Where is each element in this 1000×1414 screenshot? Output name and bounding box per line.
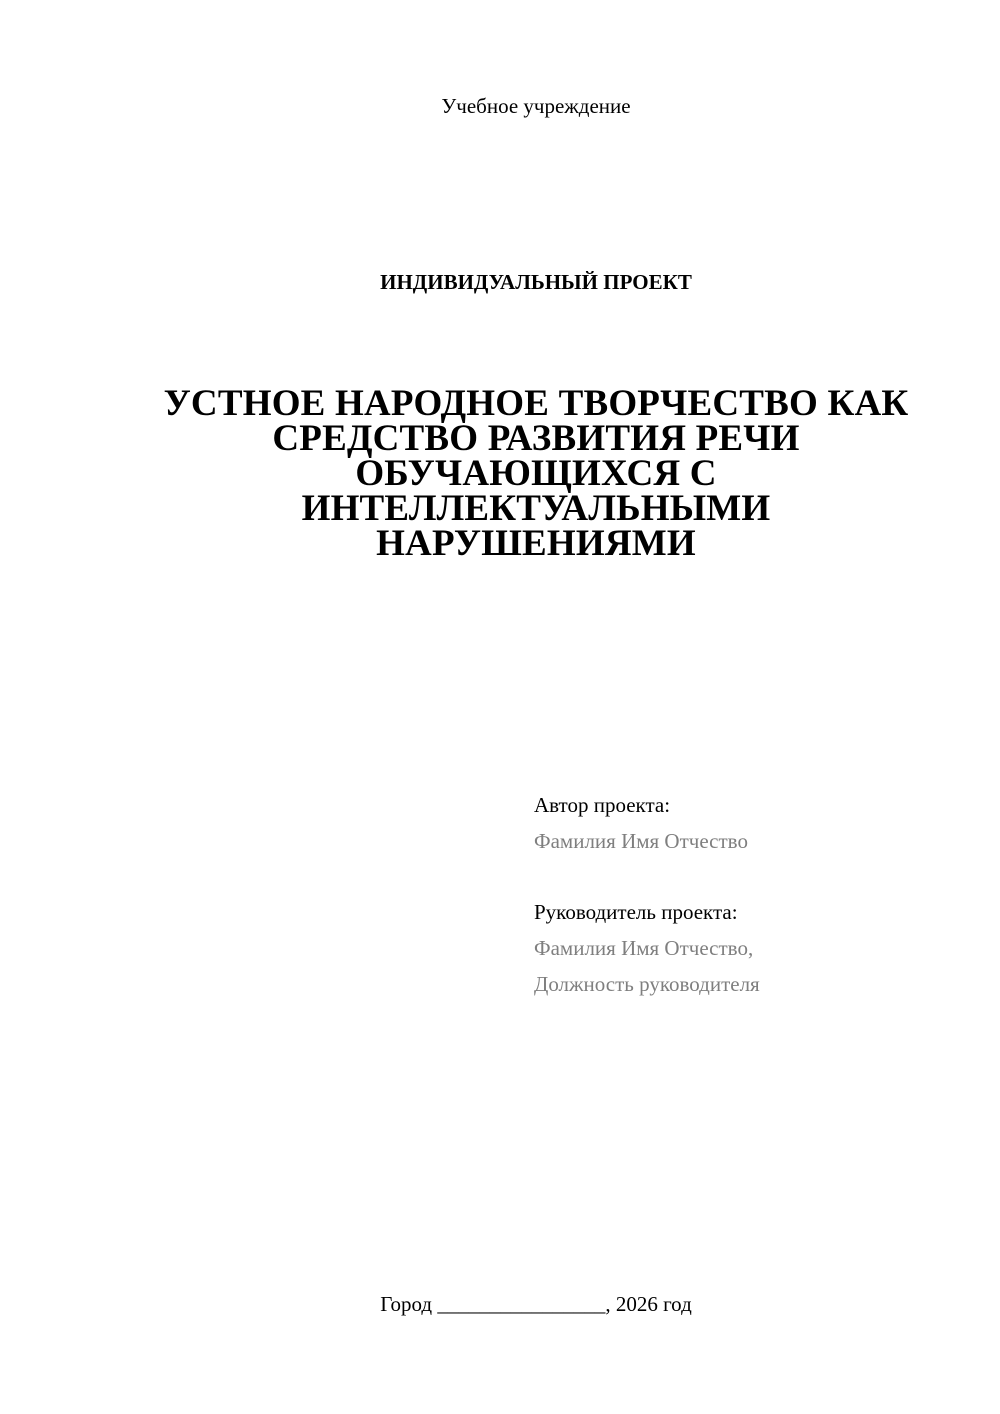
institution-name: Учебное учреждение <box>441 94 631 118</box>
project-title-line: СРЕДСТВО РАЗВИТИЯ РЕЧИ <box>272 418 800 459</box>
author-block <box>534 787 974 859</box>
supervisor-position-placeholder: Должность руководителя <box>534 972 760 996</box>
project-title-line: ИНТЕЛЛЕКТУАЛЬНЫМИ <box>301 488 771 529</box>
project-type-heading: ИНДИВИДУАЛЬНЫЙ ПРОЕКТ <box>380 270 692 294</box>
supervisor-label: Руководитель проекта: <box>534 900 738 924</box>
project-title <box>100 383 972 564</box>
project-title-line: УСТНОЕ НАРОДНОЕ ТВОРЧЕСТВО КАК <box>163 383 909 424</box>
city-year-line: Город ________________, 2026 год <box>380 1292 692 1316</box>
author-name-placeholder: Фамилия Имя Отчество <box>534 829 748 853</box>
project-title-line: ОБУЧАЮЩИХСЯ С <box>355 453 717 494</box>
supervisor-block <box>534 894 974 1002</box>
author-label: Автор проекта: <box>534 793 671 817</box>
supervisor-name-placeholder: Фамилия Имя Отчество, <box>534 936 754 960</box>
project-title-line: НАРУШЕНИЯМИ <box>376 523 696 564</box>
